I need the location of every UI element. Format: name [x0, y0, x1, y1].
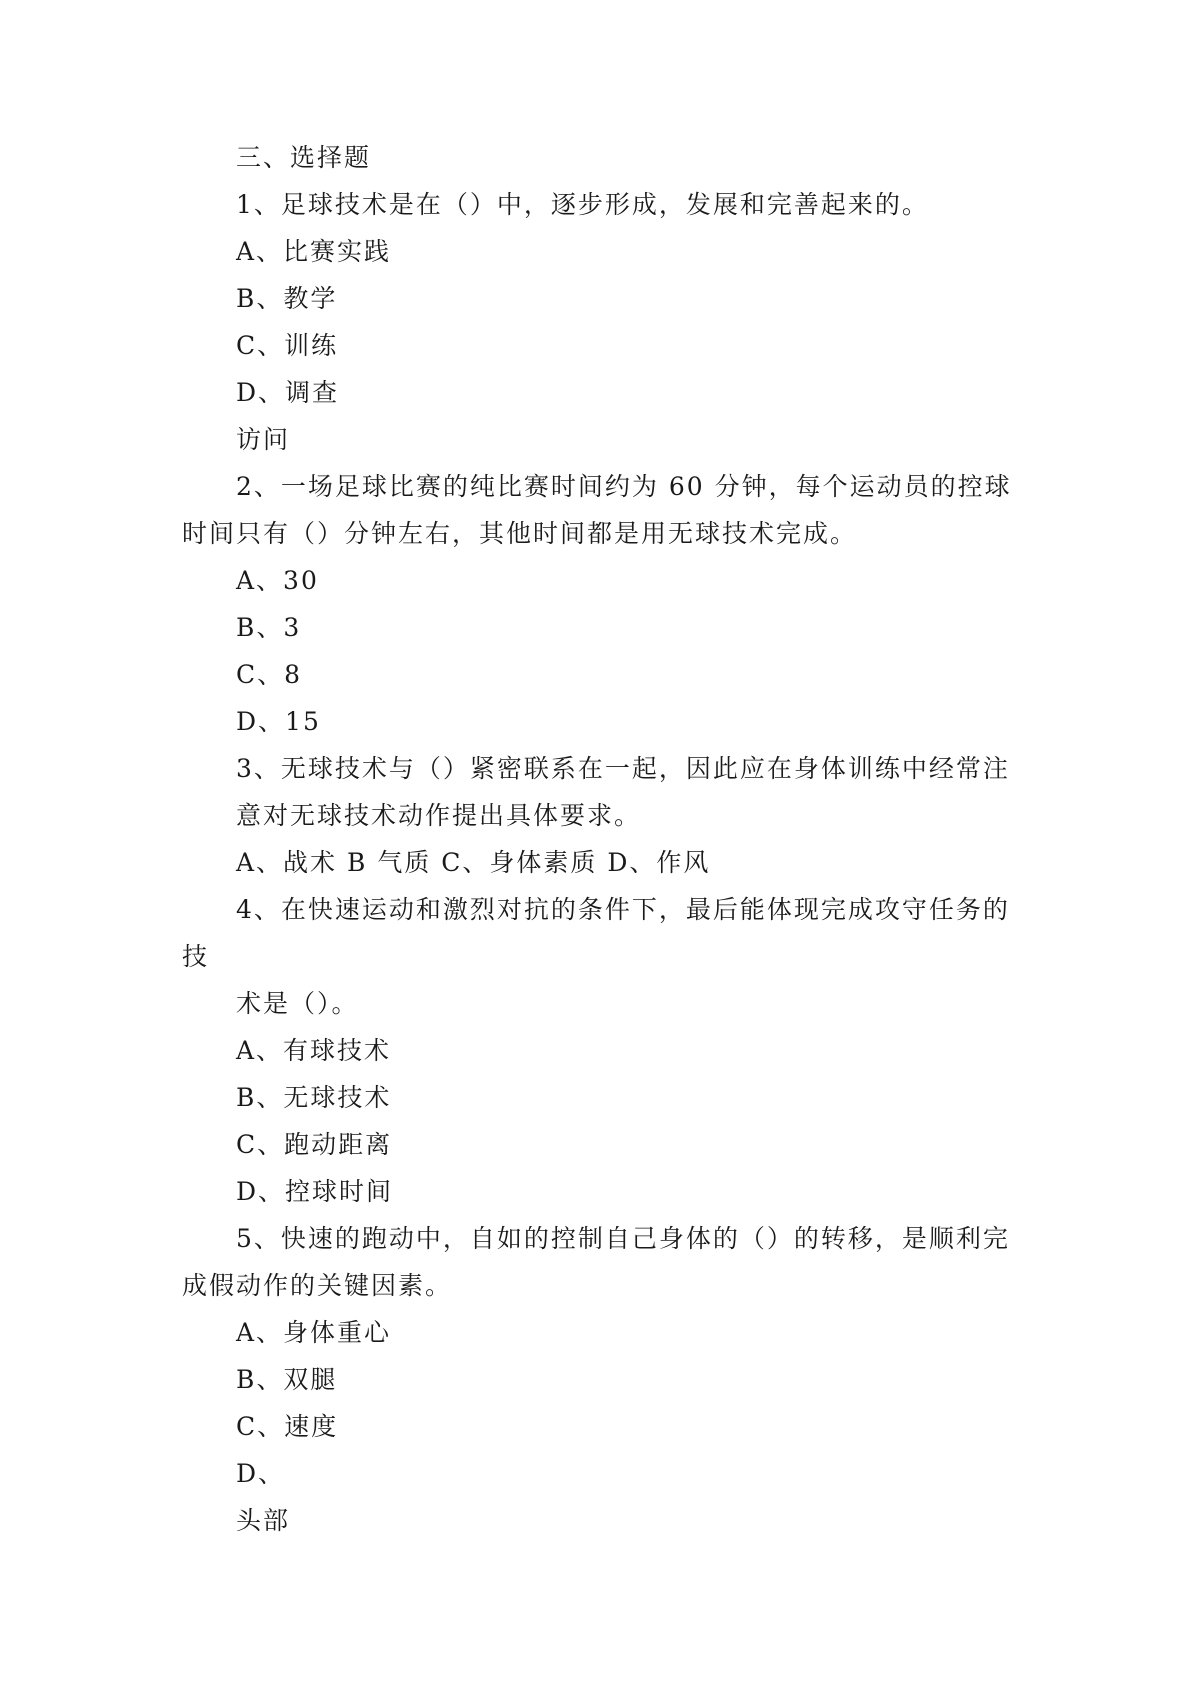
question-3-line-2: 意对无球技术动作提出具体要求。: [236, 801, 642, 830]
question-2-option-d: D、15: [236, 707, 321, 736]
question-2-option-a: A、30: [236, 566, 319, 595]
question-4-line-2: 技: [182, 942, 210, 971]
question-4-option-d: D、控球时间: [236, 1177, 394, 1206]
question-2-option-b: B、3: [236, 613, 302, 642]
question-3-options: A、战术 B 气质 C、身体素质 D、作风: [236, 848, 711, 877]
section-title: 三、选择题: [236, 143, 372, 172]
question-5-line-1: 5、快速的跑动中，自如的控制自己身体的（）的转移，是顺利完: [236, 1224, 1010, 1253]
question-4-option-c: C、跑动距离: [236, 1130, 393, 1159]
question-4-option-b: B、无球技术: [236, 1083, 392, 1112]
question-2-line-2: 时间只有（）分钟左右，其他时间都是用无球技术完成。: [182, 519, 858, 548]
question-5-line-2: 成假动作的关键因素。: [182, 1271, 453, 1300]
question-1-option-a: A、比赛实践: [236, 237, 392, 266]
question-1-option-d: D、调查: [236, 378, 340, 407]
question-4-line-3: 术是（）。: [236, 989, 359, 1018]
question-2-line-1: 2、一场足球比赛的纯比赛时间约为 60 分钟，每个运动员的控球: [236, 472, 1012, 501]
question-3-line-1: 3、无球技术与（）紧密联系在一起，因此应在身体训练中经常注: [236, 754, 1010, 783]
question-1-option-b: B、教学: [236, 284, 338, 313]
question-5-option-c: C、速度: [236, 1412, 339, 1441]
question-1-option-c: C、训练: [236, 331, 339, 360]
question-4-line-1: 4、在快速运动和激烈对抗的条件下，最后能体现完成攻守任务的: [236, 895, 1010, 924]
question-5-option-b: B、双腿: [236, 1365, 338, 1394]
question-2-option-c: C、8: [236, 660, 303, 689]
question-5-option-d: D、: [236, 1459, 286, 1488]
question-4-option-a: A、有球技术: [236, 1036, 392, 1065]
question-5-option-a: A、身体重心: [236, 1318, 392, 1347]
question-1-text: 1、足球技术是在（）中，逐步形成，发展和完善起来的。: [236, 190, 929, 219]
question-5-continuation: 头部: [236, 1506, 291, 1535]
question-1-continuation: 访问: [236, 425, 291, 454]
